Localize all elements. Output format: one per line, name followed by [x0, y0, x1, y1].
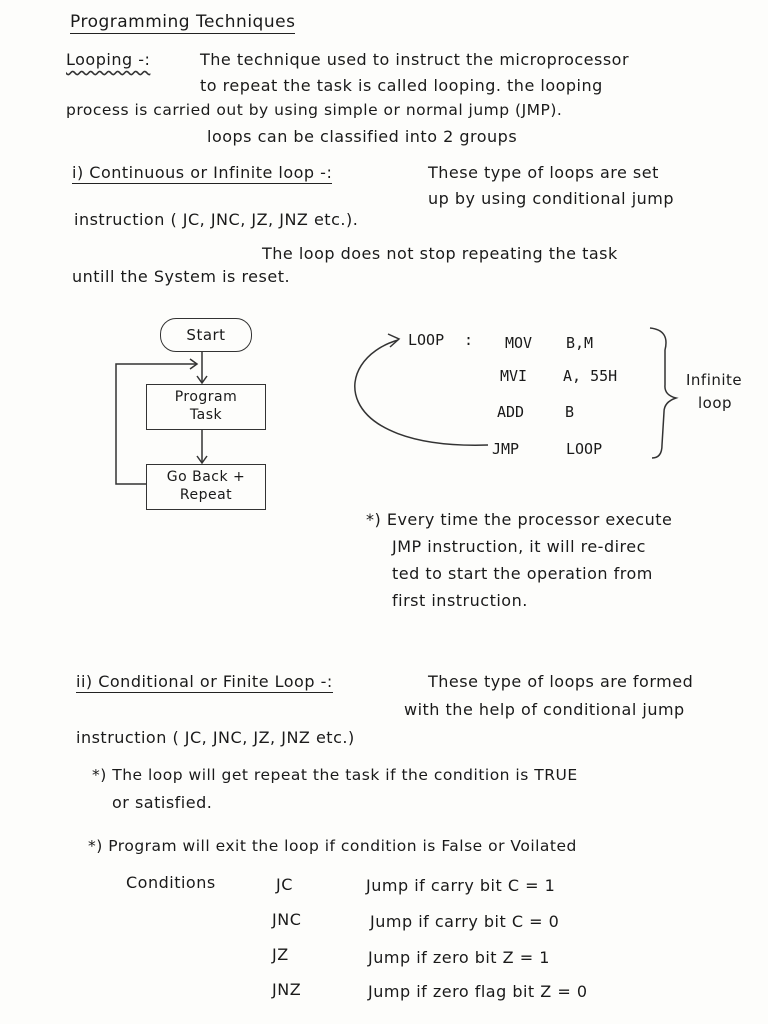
- condition-code-2: JNC: [272, 910, 302, 929]
- conditions-label: Conditions: [126, 873, 216, 892]
- brace-label-1: Infinite: [686, 371, 743, 389]
- flowchart-program-task-line-2: Task: [189, 407, 223, 423]
- looping-line-1: The technique used to instruct the microprocessor: [200, 50, 630, 69]
- assembly-op-4: JMP: [492, 440, 520, 458]
- flowchart-go-back-line-2: Repeat: [179, 487, 233, 503]
- condition-desc-2: Jump if carry bit C = 0: [370, 912, 560, 931]
- note-infinite-line-1: *) Every time the processor execute: [366, 510, 673, 529]
- continuous-line-3: instruction ( JC, JNC, JZ, JNZ etc.).: [74, 210, 359, 229]
- assembly-args-2: A, 55H: [563, 367, 618, 385]
- conditional-note-1-line-2: or satisfied.: [112, 793, 213, 812]
- conditional-line-3: instruction ( JC, JNC, JZ, JNZ etc.): [76, 728, 355, 747]
- continuous-line-1: These type of loops are set: [428, 163, 659, 182]
- looping-line-4: loops can be classified into 2 groups: [207, 127, 518, 146]
- flowchart-program-task: [146, 384, 266, 430]
- assembly-args-4: LOOP: [566, 440, 603, 458]
- flowchart-program-task-line-1: Program: [174, 389, 238, 405]
- assembly-args-3: B: [565, 403, 575, 421]
- continuous-line-2: up by using conditional jump: [428, 189, 675, 208]
- note-infinite-line-2: JMP instruction, it will re-direc: [392, 537, 646, 556]
- assembly-args-1: B,M: [566, 334, 594, 352]
- assembly-op-1: MOV: [505, 334, 533, 352]
- conditional-line-1: These type of loops are formed: [428, 672, 694, 691]
- conditional-line-2: with the help of conditional jump: [404, 700, 685, 719]
- brace-label-2: loop: [698, 394, 733, 412]
- flowchart-go-back: [146, 464, 266, 510]
- assembly-colon: :: [464, 331, 474, 349]
- condition-desc-3: Jump if zero bit Z = 1: [368, 948, 550, 967]
- continuous-heading: i) Continuous or Infinite loop -:: [72, 163, 333, 182]
- looping-line-2: to repeat the task is called looping. the looping: [200, 76, 603, 95]
- condition-desc-1: Jump if carry bit C = 1: [366, 876, 556, 895]
- continuous-line-4: The loop does not stop repeating the task: [262, 244, 618, 263]
- condition-code-3: JZ: [272, 945, 289, 964]
- conditional-note-1-line-1: *) The loop will get repeat the task if the condition is TRUE: [92, 766, 578, 784]
- condition-code-1: JC: [276, 875, 293, 894]
- assembly-op-2: MVI: [500, 367, 528, 385]
- looping-line-3: process is carried out by using simple or normal jump (JMP).: [66, 101, 563, 119]
- page-title: Programming Techniques: [70, 12, 296, 32]
- flowchart-start-label: Start: [186, 326, 226, 344]
- flowchart-go-back-line-1: Go Back +: [166, 469, 246, 485]
- condition-code-4: JNZ: [272, 980, 302, 999]
- continuous-line-5: untill the System is reset.: [72, 267, 291, 286]
- assembly-op-3: ADD: [497, 403, 525, 421]
- note-infinite-line-4: first instruction.: [392, 591, 528, 610]
- conditional-note-2: *) Program will exit the loop if condition is False or Voilated: [88, 837, 577, 855]
- assembly-label: LOOP: [408, 331, 445, 349]
- condition-desc-4: Jump if zero flag bit Z = 0: [368, 982, 588, 1001]
- conditional-heading: ii) Conditional or Finite Loop -:: [76, 672, 333, 691]
- looping-heading: Looping -:: [66, 50, 151, 69]
- flowchart-start: [160, 318, 252, 352]
- note-infinite-line-3: ted to start the operation from: [392, 564, 653, 583]
